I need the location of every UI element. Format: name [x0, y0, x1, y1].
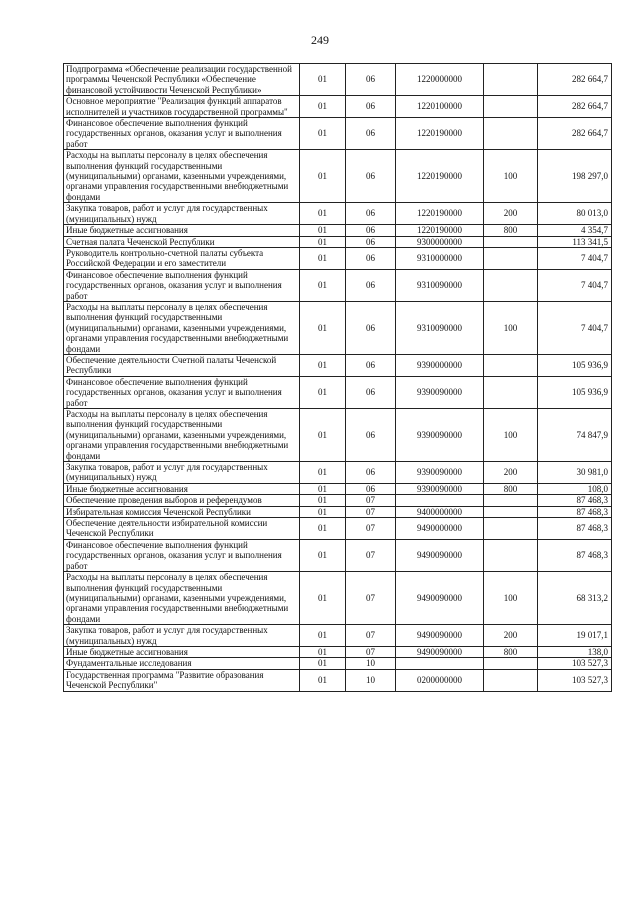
- row-name-cell: Иные бюджетные ассигнования: [64, 646, 300, 657]
- subsection-code-cell: 07: [346, 495, 396, 506]
- amount-cell: 7 404,7: [538, 247, 612, 269]
- target-article-cell: 0200000000: [396, 669, 484, 691]
- expense-type-cell: [484, 539, 538, 571]
- amount-cell: 87 468,3: [538, 506, 612, 517]
- subsection-code-cell: 06: [346, 203, 396, 225]
- subsection-code-cell: 06: [346, 64, 396, 96]
- target-article-cell: 9490090000: [396, 646, 484, 657]
- row-name-cell: Государственная программа "Развитие образования Чеченской Республики": [64, 669, 300, 691]
- row-name-cell: Закупка товаров, работ и услуг для государственных (муниципальных) нужд: [64, 625, 300, 647]
- amount-cell: 4 354,7: [538, 225, 612, 236]
- row-name-cell: Основное мероприятие "Реализация функций аппаратов исполнителей и участников государственной программы": [64, 96, 300, 118]
- target-article-cell: 9490090000: [396, 572, 484, 625]
- expense-type-cell: 800: [484, 225, 538, 236]
- expense-type-cell: [484, 506, 538, 517]
- table-row: [64, 669, 612, 691]
- section-code-cell: 01: [300, 236, 346, 247]
- subsection-code-cell: 07: [346, 539, 396, 571]
- section-code-cell: 01: [300, 150, 346, 203]
- section-code-cell: 01: [300, 483, 346, 494]
- target-article-cell: 1220190000: [396, 203, 484, 225]
- target-article-cell: 9310090000: [396, 301, 484, 354]
- section-code-cell: 01: [300, 625, 346, 647]
- row-name-cell: Иные бюджетные ассигнования: [64, 483, 300, 494]
- amount-cell: 282 664,7: [538, 96, 612, 118]
- target-article-cell: 1220190000: [396, 118, 484, 150]
- subsection-code-cell: 06: [346, 462, 396, 484]
- section-code-cell: 01: [300, 247, 346, 269]
- expense-type-cell: [484, 495, 538, 506]
- target-article-cell: [396, 658, 484, 669]
- target-article-cell: 9490090000: [396, 625, 484, 647]
- amount-cell: 138,0: [538, 646, 612, 657]
- amount-cell: 103 527,3: [538, 658, 612, 669]
- expense-type-cell: 200: [484, 625, 538, 647]
- subsection-code-cell: 07: [346, 625, 396, 647]
- amount-cell: 108,0: [538, 483, 612, 494]
- target-article-cell: 1220190000: [396, 225, 484, 236]
- amount-cell: 113 341,5: [538, 236, 612, 247]
- subsection-code-cell: 06: [346, 409, 396, 462]
- row-name-cell: Закупка товаров, работ и услуг для государственных (муниципальных) нужд: [64, 203, 300, 225]
- section-code-cell: 01: [300, 301, 346, 354]
- table-row: [64, 539, 612, 571]
- expense-type-cell: 100: [484, 572, 538, 625]
- amount-cell: 19 017,1: [538, 625, 612, 647]
- target-article-cell: 9400000000: [396, 506, 484, 517]
- row-name-cell: Избирательная комиссия Чеченской Республики: [64, 506, 300, 517]
- expense-type-cell: 200: [484, 203, 538, 225]
- target-article-cell: 9390090000: [396, 409, 484, 462]
- subsection-code-cell: 06: [346, 118, 396, 150]
- expense-type-cell: [484, 658, 538, 669]
- expense-type-cell: 100: [484, 409, 538, 462]
- row-name-cell: Финансовое обеспечение выполнения функций государственных органов, оказания услуг и выполнения работ: [64, 376, 300, 408]
- target-article-cell: 9300000000: [396, 236, 484, 247]
- row-name-cell: Расходы на выплаты персоналу в целях обеспечения выполнения функций государственными (муниципальными) органами, казенными учреждениями, органами управления государственными внебюджетными фондами: [64, 301, 300, 354]
- subsection-code-cell: 06: [346, 269, 396, 301]
- table-row: [64, 495, 612, 506]
- subsection-code-cell: 07: [346, 506, 396, 517]
- table-row: [64, 483, 612, 494]
- section-code-cell: 01: [300, 269, 346, 301]
- expense-type-cell: 800: [484, 646, 538, 657]
- target-article-cell: 1220100000: [396, 96, 484, 118]
- table-row: [64, 118, 612, 150]
- expense-type-cell: [484, 518, 538, 540]
- expense-type-cell: 200: [484, 462, 538, 484]
- expense-type-cell: [484, 269, 538, 301]
- subsection-code-cell: 07: [346, 646, 396, 657]
- section-code-cell: 01: [300, 354, 346, 376]
- target-article-cell: 9310000000: [396, 247, 484, 269]
- section-code-cell: 01: [300, 658, 346, 669]
- table-row: [64, 64, 612, 96]
- amount-cell: 105 936,9: [538, 354, 612, 376]
- subsection-code-cell: 06: [346, 236, 396, 247]
- section-code-cell: 01: [300, 669, 346, 691]
- table-row: [64, 376, 612, 408]
- expense-type-cell: [484, 354, 538, 376]
- budget-table: [63, 63, 612, 692]
- amount-cell: 103 527,3: [538, 669, 612, 691]
- amount-cell: 80 013,0: [538, 203, 612, 225]
- expense-type-cell: [484, 118, 538, 150]
- section-code-cell: 01: [300, 646, 346, 657]
- table-row: [64, 269, 612, 301]
- table-row: [64, 518, 612, 540]
- section-code-cell: 01: [300, 518, 346, 540]
- section-code-cell: 01: [300, 376, 346, 408]
- subsection-code-cell: 06: [346, 225, 396, 236]
- table-row: [64, 150, 612, 203]
- table-row: [64, 646, 612, 657]
- row-name-cell: Закупка товаров, работ и услуг для государственных (муниципальных) нужд: [64, 462, 300, 484]
- target-article-cell: 9490000000: [396, 518, 484, 540]
- amount-cell: 87 468,3: [538, 495, 612, 506]
- section-code-cell: 01: [300, 462, 346, 484]
- row-name-cell: Обеспечение деятельности Счетной палаты Чеченской Республики: [64, 354, 300, 376]
- row-name-cell: Обеспечение проведения выборов и референдумов: [64, 495, 300, 506]
- amount-cell: 87 468,3: [538, 539, 612, 571]
- target-article-cell: 9310090000: [396, 269, 484, 301]
- target-article-cell: 9390090000: [396, 483, 484, 494]
- amount-cell: 7 404,7: [538, 301, 612, 354]
- subsection-code-cell: 06: [346, 376, 396, 408]
- subsection-code-cell: 06: [346, 354, 396, 376]
- table-row: [64, 572, 612, 625]
- section-code-cell: 01: [300, 203, 346, 225]
- subsection-code-cell: 07: [346, 518, 396, 540]
- target-article-cell: [396, 495, 484, 506]
- expense-type-cell: 100: [484, 150, 538, 203]
- amount-cell: 7 404,7: [538, 269, 612, 301]
- section-code-cell: 01: [300, 539, 346, 571]
- amount-cell: 30 981,0: [538, 462, 612, 484]
- amount-cell: 105 936,9: [538, 376, 612, 408]
- section-code-cell: 01: [300, 409, 346, 462]
- row-name-cell: Обеспечение деятельности избирательной комиссии Чеченской Республики: [64, 518, 300, 540]
- row-name-cell: Фундаментальные исследования: [64, 658, 300, 669]
- expense-type-cell: 100: [484, 301, 538, 354]
- expense-type-cell: [484, 236, 538, 247]
- section-code-cell: 01: [300, 225, 346, 236]
- subsection-code-cell: 06: [346, 150, 396, 203]
- section-code-cell: 01: [300, 118, 346, 150]
- target-article-cell: 9390090000: [396, 376, 484, 408]
- table-row: [64, 658, 612, 669]
- subsection-code-cell: 10: [346, 658, 396, 669]
- expense-type-cell: [484, 64, 538, 96]
- table-row: [64, 236, 612, 247]
- table-row: [64, 462, 612, 484]
- subsection-code-cell: 06: [346, 301, 396, 354]
- row-name-cell: Иные бюджетные ассигнования: [64, 225, 300, 236]
- table-row: [64, 506, 612, 517]
- section-code-cell: 01: [300, 506, 346, 517]
- subsection-code-cell: 10: [346, 669, 396, 691]
- row-name-cell: Расходы на выплаты персоналу в целях обеспечения выполнения функций государственными (муниципальными) органами, казенными учреждениями, органами управления государственными внебюджетными фондами: [64, 150, 300, 203]
- subsection-code-cell: 06: [346, 483, 396, 494]
- target-article-cell: 1220190000: [396, 150, 484, 203]
- target-article-cell: 9390090000: [396, 462, 484, 484]
- row-name-cell: Подпрограмма «Обеспечение реализации государственной программы Чеченской Республики «Обеспечение финансовой устойчивости Чеченской Республики»: [64, 64, 300, 96]
- subsection-code-cell: 07: [346, 572, 396, 625]
- amount-cell: 198 297,0: [538, 150, 612, 203]
- section-code-cell: 01: [300, 572, 346, 625]
- row-name-cell: Финансовое обеспечение выполнения функций государственных органов, оказания услуг и выполнения работ: [64, 269, 300, 301]
- subsection-code-cell: 06: [346, 96, 396, 118]
- amount-cell: 87 468,3: [538, 518, 612, 540]
- row-name-cell: Финансовое обеспечение выполнения функций государственных органов, оказания услуг и выполнения работ: [64, 539, 300, 571]
- row-name-cell: Расходы на выплаты персоналу в целях обеспечения выполнения функций государственными (муниципальными) органами, казенными учреждениями, органами управления государственными внебюджетными фондами: [64, 409, 300, 462]
- table-row: [64, 247, 612, 269]
- amount-cell: 74 847,9: [538, 409, 612, 462]
- amount-cell: 68 313,2: [538, 572, 612, 625]
- target-article-cell: 9490090000: [396, 539, 484, 571]
- table-row: [64, 96, 612, 118]
- target-article-cell: 9390000000: [396, 354, 484, 376]
- section-code-cell: 01: [300, 64, 346, 96]
- section-code-cell: 01: [300, 495, 346, 506]
- row-name-cell: Руководитель контрольно-счетной палаты субъекта Российской Федерации и его заместители: [64, 247, 300, 269]
- row-name-cell: Финансовое обеспечение выполнения функций государственных органов, оказания услуг и выполнения работ: [64, 118, 300, 150]
- expense-type-cell: [484, 96, 538, 118]
- table-row: [64, 354, 612, 376]
- row-name-cell: Расходы на выплаты персоналу в целях обеспечения выполнения функций государственными (муниципальными) органами, казенными учреждениями, органами управления государственными внебюджетными фондами: [64, 572, 300, 625]
- amount-cell: 282 664,7: [538, 64, 612, 96]
- table-row: [64, 225, 612, 236]
- target-article-cell: 1220000000: [396, 64, 484, 96]
- expense-type-cell: 800: [484, 483, 538, 494]
- table-row: [64, 625, 612, 647]
- expense-type-cell: [484, 376, 538, 408]
- row-name-cell: Счетная палата Чеченской Республики: [64, 236, 300, 247]
- expense-type-cell: [484, 247, 538, 269]
- section-code-cell: 01: [300, 96, 346, 118]
- page-number: 249: [311, 33, 329, 47]
- subsection-code-cell: 06: [346, 247, 396, 269]
- table-row: [64, 409, 612, 462]
- table-row: [64, 301, 612, 354]
- table-row: [64, 203, 612, 225]
- expense-type-cell: [484, 669, 538, 691]
- amount-cell: 282 664,7: [538, 118, 612, 150]
